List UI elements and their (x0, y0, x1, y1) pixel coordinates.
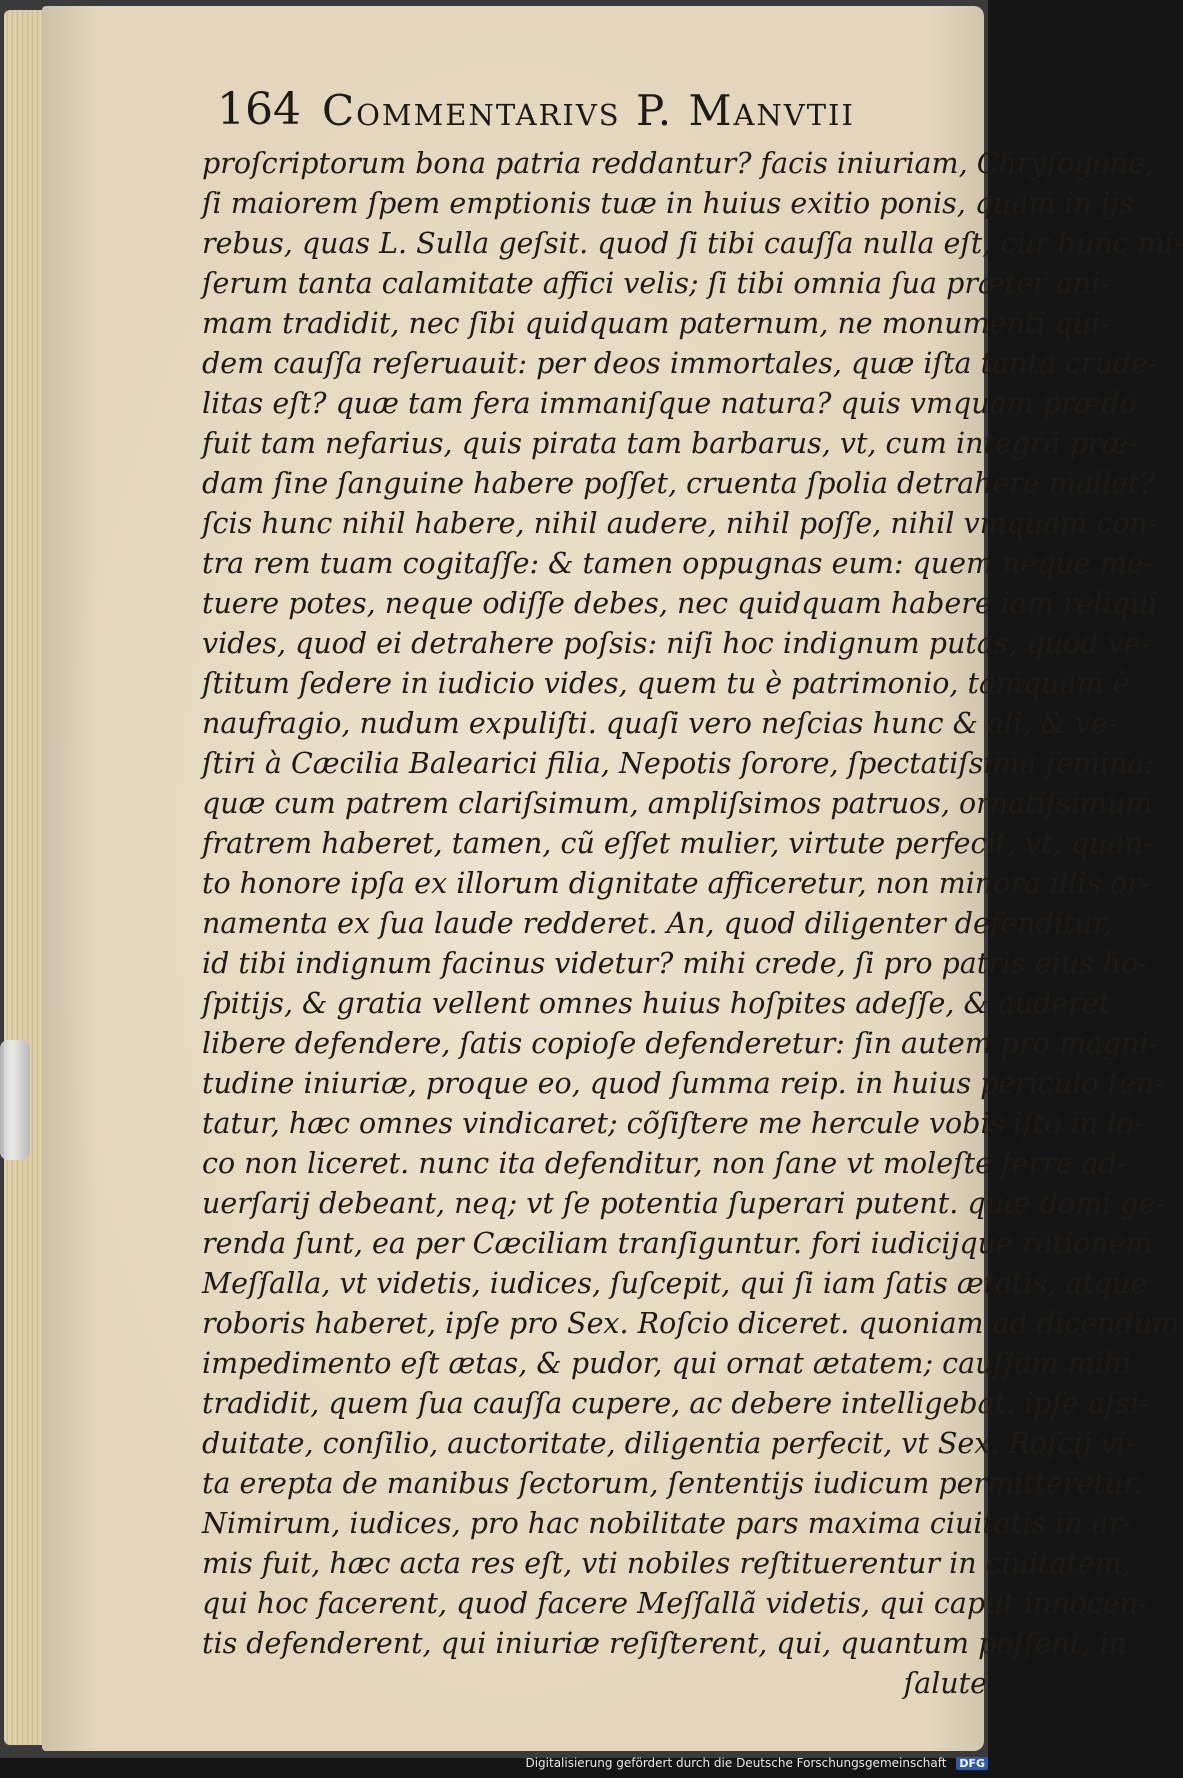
text-line: mam tradidit, nec ſibi quidquam paternum, ne monumenti qui- (202, 307, 1110, 340)
text-line: tuere potes, neque odiſſe debes, nec quidquam habere iam reliqui (202, 587, 1158, 620)
text-line: duitate, conſilio, auctoritate, diligentia perfecit, vt Sex. Roſcij vi- (202, 1427, 1136, 1460)
dfg-logo: DFG (956, 1757, 988, 1770)
book-page (42, 6, 1183, 1751)
text-line: litas eſt? quæ tam fera immaniſque natura? quis vmquam prædo (202, 387, 1137, 420)
text-line: tra rem tuam cogitaſſe: & tamen oppugnas eum: quem neque me- (202, 547, 1154, 580)
text-line: vides, quod ei detrahere poſsis: niſi hoc indignum putas, quod ve- (202, 627, 1151, 660)
running-head (217, 84, 977, 144)
footer (525, 1756, 988, 1770)
text-line: ſtiri à Cæcilia Balearici filia, Nepotis ſorore, ſpectatiſsima femina: (202, 747, 1155, 780)
text-line: qui hoc facerent, quod facere Meſſallã videtis, qui caput innocen- (202, 1587, 1148, 1620)
text-line: naufragio, nudum expuliſti. quaſi vero neſcias hunc & ali, & ve- (202, 707, 1118, 740)
text-line: renda ſunt, ea per Cæciliam tranſiguntur. fori iudicijque rationem (202, 1227, 1153, 1260)
text-line: Nimirum, iudices, pro hac nobilitate pars maxima ciuitatis in ar- (202, 1507, 1132, 1540)
page-clip (0, 1040, 30, 1160)
text-line: impedimento eſt ætas, & pudor, qui ornat ætatem; cauſſam mihi (202, 1347, 1132, 1380)
body-text (202, 144, 1183, 1704)
text-line: rebus, quas L. Sulla geſsit. quod ſi tibi cauſſa nulla eſt, cur hunc mi- (202, 227, 1183, 260)
running-title: Commentarivs P. Manvtii (322, 86, 855, 135)
text-line: tis defenderent, qui iniuriæ reſiſterent, qui, quantum poſſent, in (202, 1627, 1127, 1660)
text-line: ta erepta de manibus ſectorum, ſententijs iudicum permitteretur. (202, 1467, 1143, 1500)
text-line: id tibi indignum facinus videtur? mihi crede, ſi pro patris eius ho- (202, 947, 1148, 980)
catchword: ſalute (903, 1667, 987, 1700)
text-line: tatur, hæc omnes vindicaret; cõſiſtere me hercule vobis iſto in lo- (202, 1107, 1144, 1140)
text-line: ſpitijs, & gratia vellent omnes huius hoſpites adeſſe, & auderẽt (202, 987, 1111, 1020)
text-line: co non liceret. nunc ita defenditur, non ſane vt moleſte ferre ad- (202, 1147, 1127, 1180)
text-line: fratrem haberet, tamen, cũ eſſet mulier, virtute perfecit, vt, quan- (202, 827, 1153, 860)
text-line: uerſarij debeant, neq; vt ſe potentia ſuperari putent. quæ domi ge- (202, 1187, 1166, 1220)
text-line: ſerum tanta calamitate affici velis; ſi tibi omnia ſua præter ani- (202, 267, 1110, 300)
text-line: to honore ipſa ex illorum dignitate afficeretur, non minora illis or- (202, 867, 1151, 900)
text-line: ſcis hunc nihil habere, nihil audere, nihil poſſe, nihil vmquam con- (202, 507, 1158, 540)
text-line: mis fuit, hæc acta res eſt, vti nobiles reſtituerentur in ciuitatem, (202, 1547, 1132, 1580)
text-line: namenta ex ſua laude redderet. An, quod diligenter defenditur, (202, 907, 1113, 940)
text-line: roboris haberet, ipſe pro Sex. Roſcio diceret. quoniam ad dicendum (202, 1307, 1180, 1340)
text-line: tudine iniuriæ, proque eo, quod ſumma reip. in huius periculo ten- (202, 1067, 1164, 1100)
page-number: 164 (217, 84, 301, 135)
text-line: tradidit, quem ſua cauſſa cupere, ac debere intelligebat. ipſe aſsi- (202, 1387, 1149, 1420)
text-line: proſcriptorum bona patria reddantur? facis iniuriam, Chryſogone, (202, 147, 1154, 180)
text-line: dem cauſſa reſeruauit: per deos immortales, quæ iſta tanta crude- (202, 347, 1158, 380)
text-line: quæ cum patrem clariſsimum, ampliſsimos patruos, ornatiſsimum (202, 787, 1153, 820)
text-line: libere defendere, ſatis copioſe defenderetur: ſin autem pro magni- (202, 1027, 1159, 1060)
text-line: ſtitum ſedere in iudicio vides, quem tu è patrimonio, tamquam è (202, 667, 1130, 700)
text-line: ſi maiorem ſpem emptionis tuæ in huius exitio ponis, quam in ijs (202, 187, 1134, 220)
digitization-credit: Digitalisierung gefördert durch die Deutsche Forschungsgemeinschaft (525, 1756, 947, 1770)
text-line: Meſſalla, vt videtis, iudices, ſuſcepit, qui ſi iam ſatis ætatis, atque (202, 1267, 1148, 1300)
text-line: fuit tam nefarius, quis pirata tam barbarus, vt, cum integrã præ- (202, 427, 1138, 460)
text-line: dam ſine ſanguine habere poſſet, cruenta ſpolia detrahere mallet? (202, 467, 1155, 500)
